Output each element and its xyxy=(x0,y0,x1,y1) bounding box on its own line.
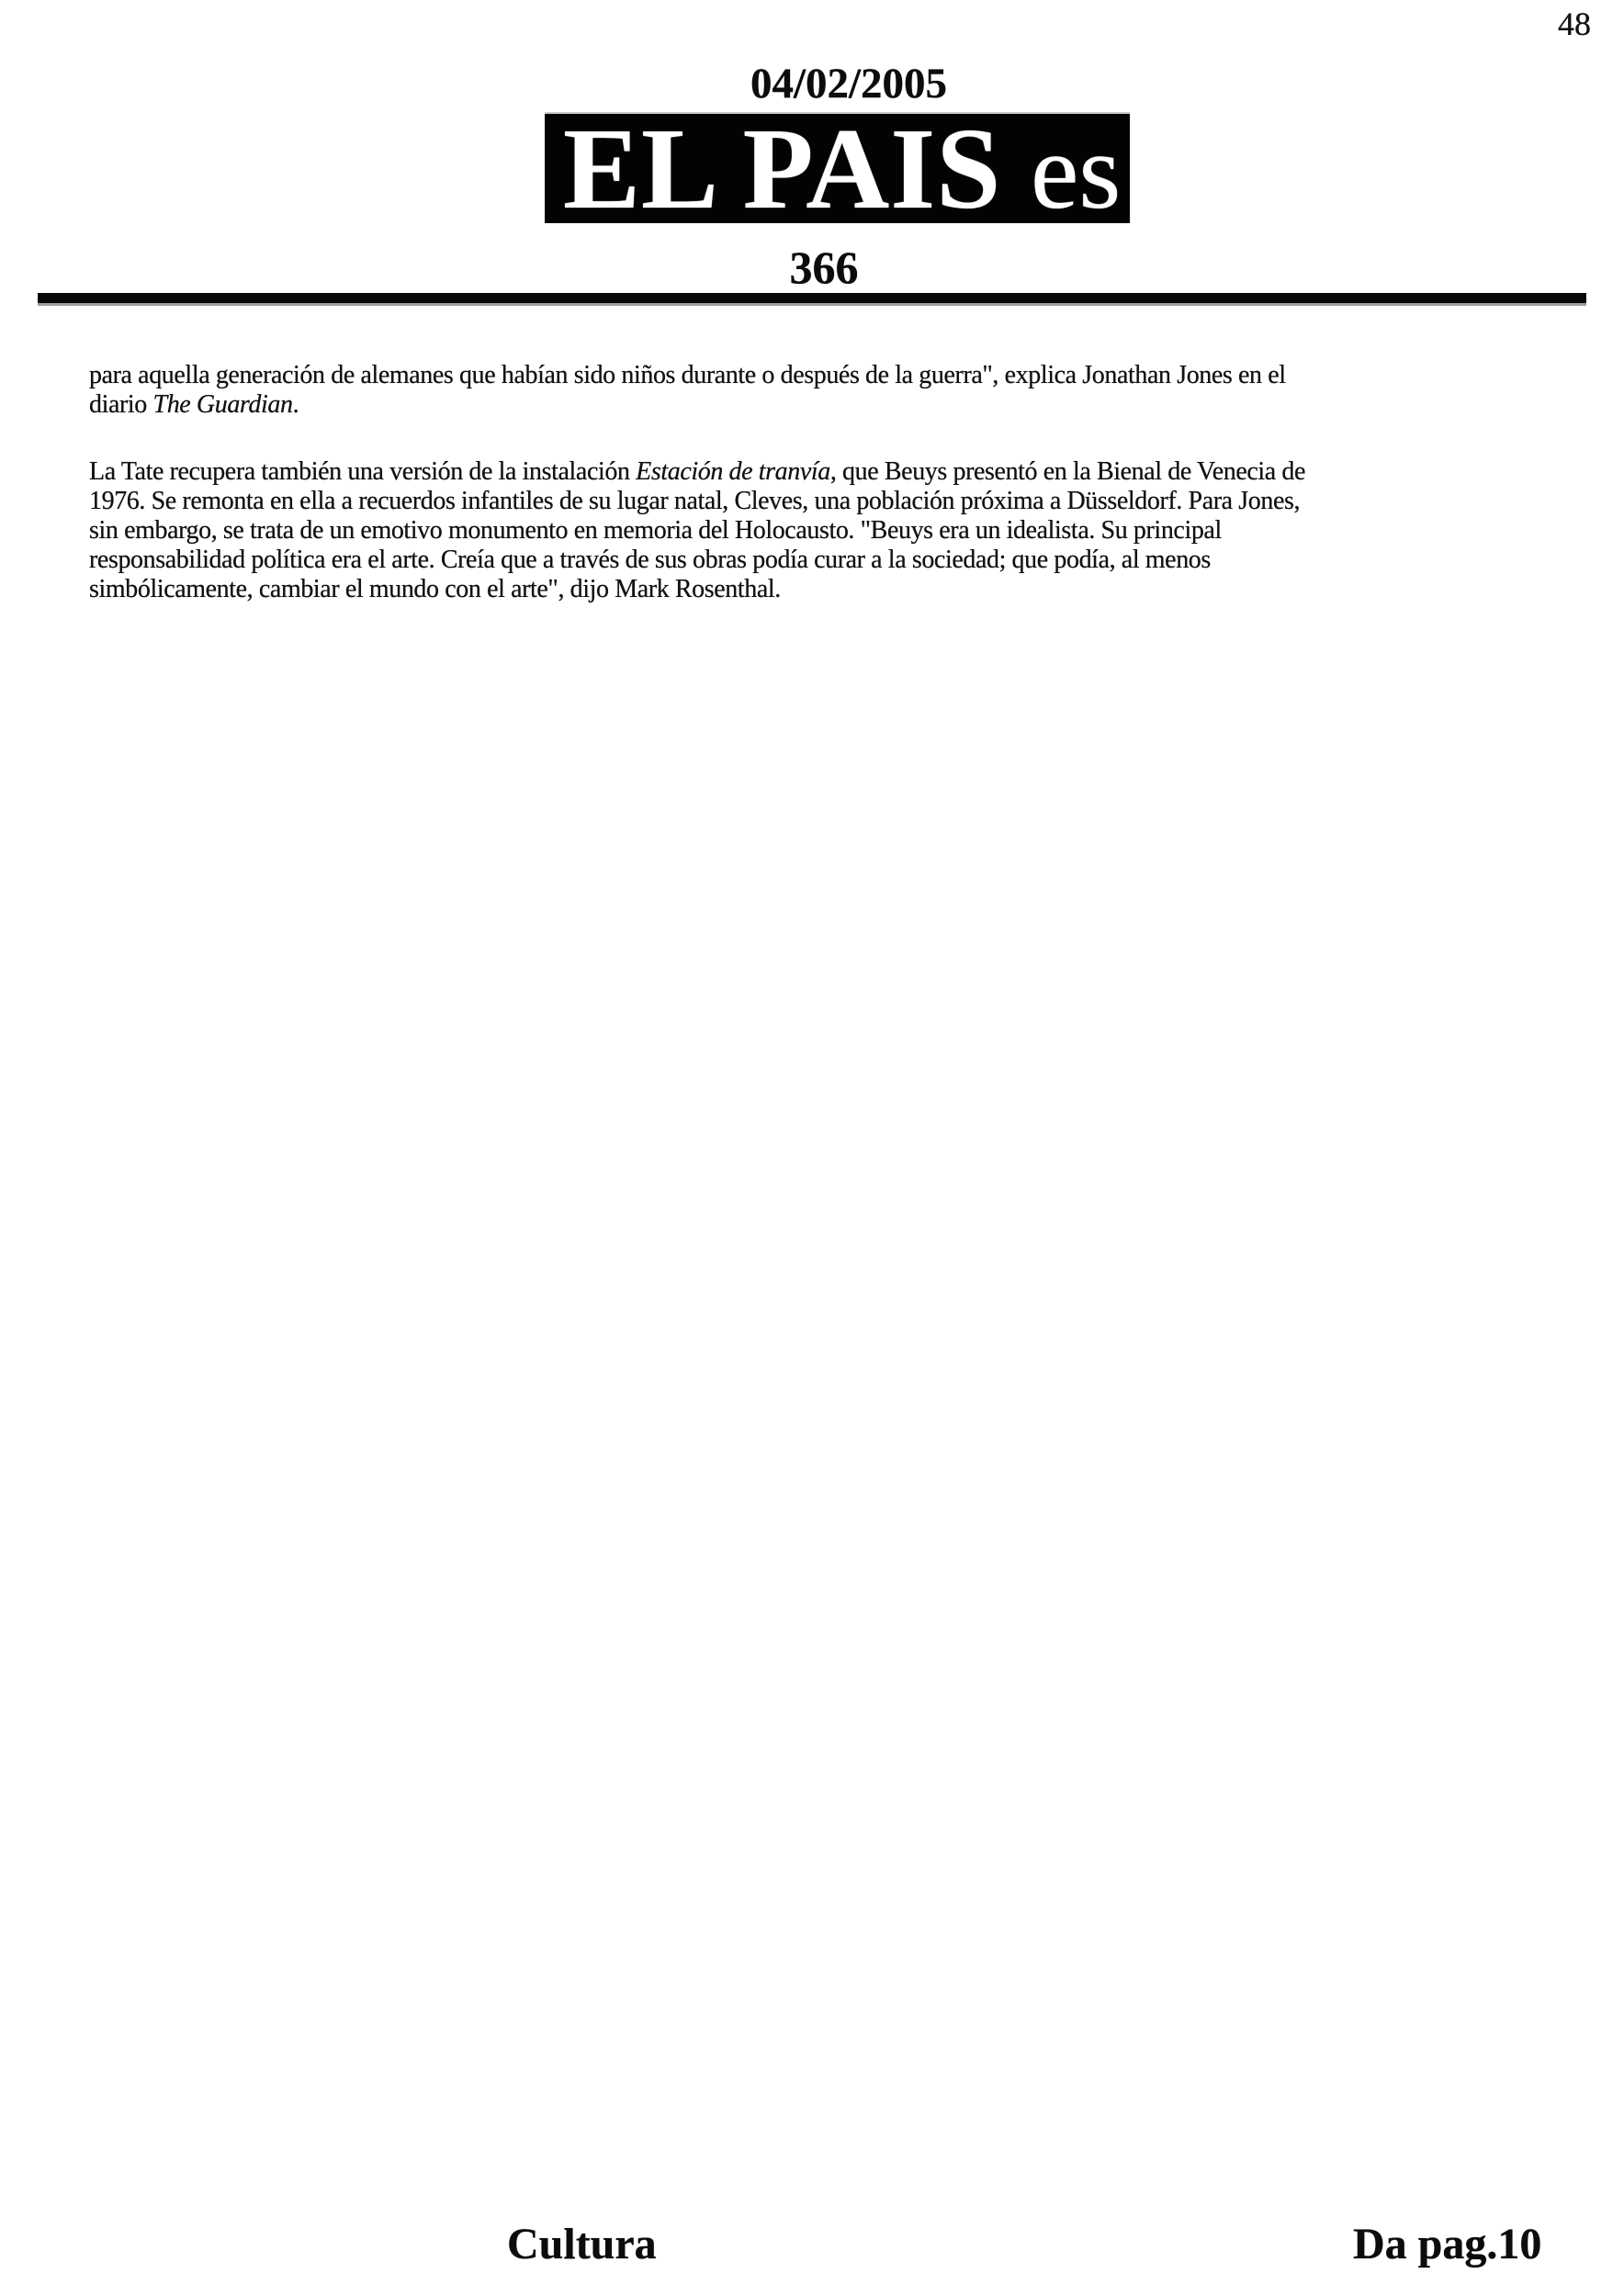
article-italic-segment: The Guardian xyxy=(152,390,293,419)
article-segment: 1976. Se remonta en ella a recuerdos infantiles de su lugar natal, Cleves, una población próxima a Düsseldorf. Para Jones, xyxy=(89,487,1301,515)
article-segment: La Tate recupera también una versión de la instalación xyxy=(89,457,637,486)
article-italic-segment: Estación de tranvía xyxy=(636,457,830,486)
page-number: 48 xyxy=(1558,6,1591,42)
clipping-date: 04/02/2005 xyxy=(750,60,948,107)
article-paragraph xyxy=(89,361,1577,420)
section-label: Cultura xyxy=(507,2220,657,2268)
article-line xyxy=(89,575,1577,604)
article-segment: para aquella generación de alemanes que habían sido niños durante o después de la guerra", explica Jonathan Jones en el xyxy=(89,361,1286,389)
article-text xyxy=(89,361,1577,642)
article-segment: diario xyxy=(89,390,153,419)
article-paragraph xyxy=(89,457,1577,604)
article-line xyxy=(89,457,1577,487)
article-line xyxy=(89,546,1577,575)
header-divider xyxy=(38,293,1586,306)
article-line xyxy=(89,361,1577,390)
article-segment: . xyxy=(292,390,299,419)
article-segment: sin embargo, se trata de un emotivo monumento en memoria del Holocausto. "Beuys era un idealista. Su principal xyxy=(89,516,1222,545)
article-segment: responsabilidad política era el arte. Creía que a través de sus obras podía curar a la sociedad; que podía, al menos xyxy=(89,546,1211,574)
article-line xyxy=(89,516,1577,546)
article-segment: simbólicamente, cambiar el mundo con el arte", dijo Mark Rosenthal. xyxy=(89,575,781,603)
el-pais-logo-suffix: es xyxy=(1031,111,1122,231)
article-line xyxy=(89,390,1577,420)
article-segment: , que Beuys presentó en la Bienal de Venecia de xyxy=(829,457,1306,486)
el-pais-logo xyxy=(545,106,1130,233)
clipping-number: 366 xyxy=(789,242,859,293)
article-line xyxy=(89,487,1577,516)
source-page-label: Da pag.10 xyxy=(1353,2220,1542,2268)
el-pais-logo-text: EL PAIS xyxy=(563,106,1002,233)
